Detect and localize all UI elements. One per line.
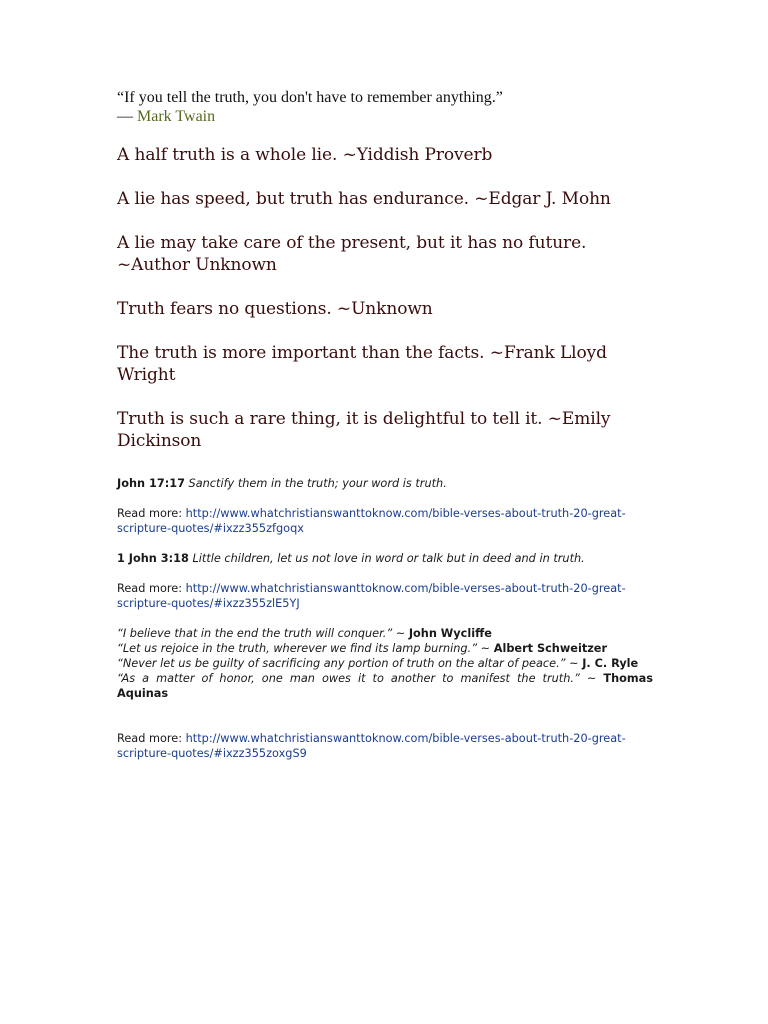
twain-author: Mark Twain [137, 108, 216, 125]
attribution-dash: — [117, 108, 137, 125]
quote-unknown-author: A lie may take care of the present, but it has no future. ~Author Unknown [117, 233, 587, 275]
quote-mohn: A lie has speed, but truth has endurance. ~Edgar J. Mohn [117, 189, 611, 209]
read-more-1 [117, 506, 627, 536]
read-more-link[interactable]: http://www.whatchristianswanttoknow.com/bible-verses-about-truth-20-great-scripture-quotes/#ixzz355zoxgS9 [117, 732, 626, 760]
small-quote-text: “Never let us be guilty of sacrificing any portion of truth on the altar of peace.” ~ [117, 657, 583, 670]
verse-ref: John 17:17 [117, 477, 185, 490]
small-quote-text: “I believe that in the end the truth will conquer.” ~ [117, 627, 409, 640]
quote-wright: The truth is more important than the facts. ~Frank Lloyd Wright [117, 343, 607, 385]
small-quote-author: Albert Schweitzer [493, 642, 608, 655]
verse-text: Little children, let us not love in word or talk but in deed and in truth. [188, 552, 585, 565]
small-quote-author: J. C. Ryle [582, 657, 639, 670]
small-quotes-block [117, 626, 653, 701]
verse-ref: 1 John 3:18 [117, 552, 189, 565]
verse-1-john-3-18 [117, 551, 627, 566]
quote-dickinson: Truth is such a rare thing, it is delightful to tell it. ~Emily Dickinson [117, 409, 611, 451]
twain-quote-text: “If you tell the truth, you don't have to remember anything.” [117, 89, 503, 106]
quote-yiddish: A half truth is a whole lie. ~Yiddish Proverb [117, 145, 493, 165]
small-quote-schweitzer [117, 641, 653, 656]
small-quote-wycliffe [117, 626, 653, 641]
read-more-2 [117, 581, 627, 611]
small-quote-ryle [117, 656, 653, 671]
document-page [117, 88, 653, 761]
verse-text: Sanctify them in the truth; your word is truth. [184, 477, 447, 490]
small-quote-text: “Let us rejoice in the truth, wherever we find its lamp burning.” ~ [117, 642, 494, 655]
small-quote-aquinas [117, 671, 653, 701]
small-quote-author: Thomas Aquinas [117, 672, 653, 700]
read-more-3 [117, 731, 627, 761]
read-more-label: Read more: [117, 582, 186, 595]
small-quote-author: John Wycliffe [408, 627, 492, 640]
read-more-label: Read more: [117, 507, 186, 520]
verse-john-17-17 [117, 476, 653, 491]
read-more-link[interactable]: http://www.whatchristianswanttoknow.com/bible-verses-about-truth-20-great-scripture-quotes/#ixzz355zfgoqx [117, 507, 626, 535]
read-more-link[interactable]: http://www.whatchristianswanttoknow.com/bible-verses-about-truth-20-great-scripture-quotes/#ixzz355zlE5YJ [117, 582, 626, 610]
quote-truth-fears: Truth fears no questions. ~Unknown [117, 299, 433, 319]
twain-attribution [117, 107, 653, 126]
small-quote-text: “As a matter of honor, one man owes it to another to manifest the truth.” ~ [117, 672, 604, 685]
read-more-label: Read more: [117, 732, 186, 745]
twain-quote-block [117, 88, 653, 126]
